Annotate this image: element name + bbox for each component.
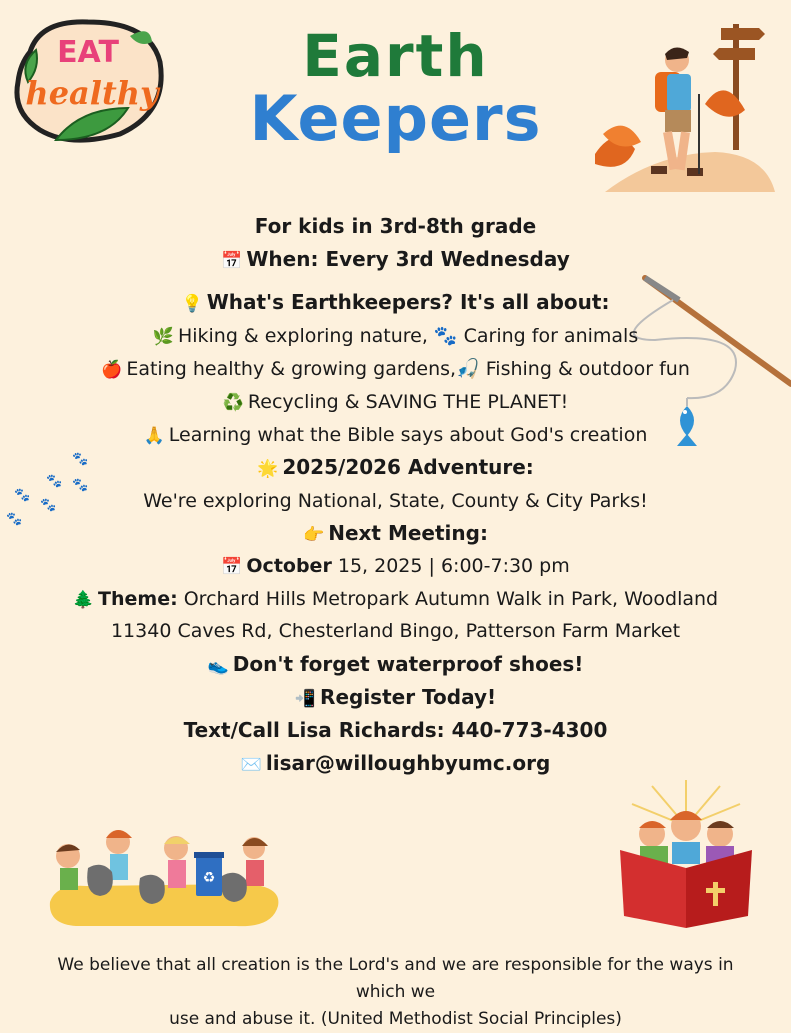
parks-line: We're exploring National, State, County & City Parks! [143, 490, 648, 512]
eating-line: 🍎 Eating healthy & growing gardens,🎣 Fishing & outdoor fun [101, 358, 690, 380]
svg-text:♻: ♻ [202, 870, 216, 886]
praying-hands-icon: 🙏 [143, 426, 165, 446]
shoe-icon: 👟 [207, 656, 229, 676]
tree-icon: 🌲 [72, 590, 95, 610]
paw-print-icon: 🐾 [72, 452, 89, 467]
register-line: 📲 Register Today! [294, 685, 497, 709]
hiker-illustration [595, 14, 780, 196]
shoes-line: 👟 Don't forget waterproof shoes! [207, 652, 584, 676]
recycle-icon: ♻️ [222, 393, 244, 413]
contact-line: Text/Call Lisa Richards: 440-773-4300 [183, 718, 608, 742]
theme-line: 🌲 Theme: Orchard Hills Metropark Autumn Walk in Park, Woodland [72, 588, 719, 610]
email-line: ✉️ lisar@willoughbyumc.org [240, 751, 551, 775]
kids-recycling-illustration [46, 820, 282, 930]
paw-print-icon: 🐾 [46, 474, 63, 489]
footer-line-2: use and abuse it. (United Methodist Social Principles) [169, 1009, 622, 1029]
badge-eat-text: EAT [57, 35, 119, 70]
calendar-icon: 📅 [221, 557, 243, 577]
footer-line-1: We believe that all creation is the Lord's and we are responsible for the ways in which we [57, 955, 734, 1002]
title-earth: Earth [302, 22, 489, 90]
calendar-icon: 📅 [221, 251, 243, 271]
star-icon: 🌟 [257, 459, 279, 479]
when-line: 📅 When: Every 3rd Wednesday [221, 247, 570, 271]
recycling-line: ♻️ Recycling & SAVING THE PLANET! [222, 391, 569, 413]
title-keepers: Keepers [249, 82, 542, 155]
bible-kids-illustration [612, 776, 760, 932]
paw-print-icon: 🐾 [14, 488, 31, 503]
paw-print-icon: 🐾 [72, 478, 89, 493]
lightbulb-icon: 💡 [181, 294, 203, 314]
badge-healthy-text: healthy [25, 74, 159, 112]
adventure-line: 🌟 2025/2026 Adventure: [257, 455, 534, 479]
address-line: 11340 Caves Rd, Chesterland Bingo, Patterson Farm Market [110, 620, 681, 642]
paw-print-icon: 🐾 [6, 512, 23, 527]
whats-line: 💡 What's Earthkeepers? It's all about: [181, 290, 610, 314]
herb-icon: 🌿 [152, 327, 174, 347]
hiking-line: 🌿 Hiking & exploring nature, 🐾 Caring for animals [152, 325, 639, 347]
paw-print-icon: 🐾 [40, 498, 57, 513]
footer-quote [30, 952, 761, 1033]
envelope-icon: ✉️ [240, 755, 262, 775]
date-line: 📅 October 15, 2025 | 6:00-7:30 pm [221, 555, 570, 577]
grade-line: For kids in 3rd-8th grade [254, 214, 537, 238]
phone-icon: 📲 [294, 689, 317, 709]
apple-icon: 🍎 [101, 360, 123, 380]
bible-line: 🙏 Learning what the Bible says about God's creation [143, 424, 648, 446]
pointing-hand-icon: 👉 [303, 525, 325, 545]
next-meeting-line: 👉 Next Meeting: [303, 521, 488, 545]
